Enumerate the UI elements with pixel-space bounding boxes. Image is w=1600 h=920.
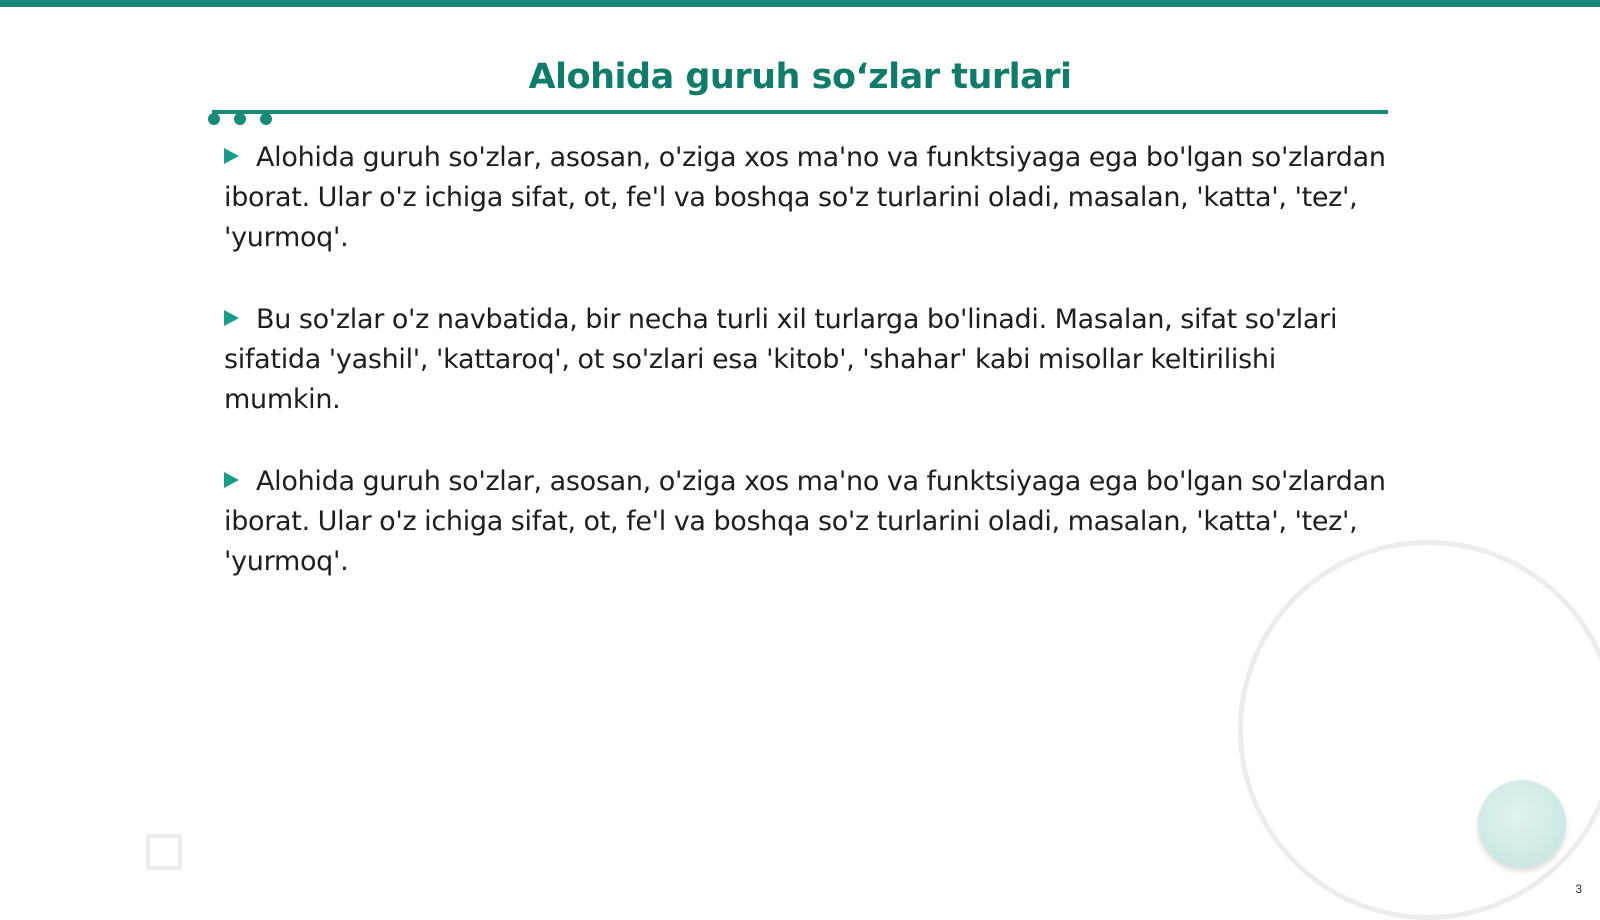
page-number: 3 bbox=[1575, 882, 1582, 896]
underline-dot bbox=[208, 113, 220, 125]
play-triangle-icon bbox=[224, 310, 239, 326]
play-triangle-icon bbox=[224, 148, 239, 164]
bullet-list bbox=[224, 138, 1400, 624]
top-accent-bar bbox=[0, 0, 1600, 7]
title-underline bbox=[212, 110, 1388, 114]
play-triangle-icon bbox=[224, 472, 239, 488]
bullet-text: Alohida guruh so'zlar, asosan, o'ziga xos ma'no va funktsiyaga ega bo'lgan so'zlardan iborat. Ular o'z ichiga sifat, ot, fe'l va boshqa so'z turlarini oladi, masalan, 'katta', 'tez', 'yurmoq'. bbox=[224, 466, 1386, 577]
decorative-ring bbox=[1238, 540, 1600, 920]
bullet-item bbox=[224, 138, 1400, 258]
bullet-item bbox=[224, 300, 1400, 420]
decorative-disc bbox=[1478, 780, 1566, 868]
underline-dot bbox=[234, 113, 246, 125]
bullet-text: Alohida guruh so'zlar, asosan, o'ziga xos ma'no va funktsiyaga ega bo'lgan so'zlardan iborat. Ular o'z ichiga sifat, ot, fe'l va boshqa so'z turlarini oladi, masalan, 'katta', 'tez', 'yurmoq'. bbox=[224, 142, 1386, 253]
underline-dot bbox=[260, 113, 272, 125]
decorative-square bbox=[146, 834, 182, 870]
bullet-item bbox=[224, 462, 1400, 582]
bullet-text: Bu so'zlar o'z navbatida, bir necha turli xil turlarga bo'linadi. Masalan, sifat so'zlari sifatida 'yashil', 'kattaroq', ot so'zlari esa 'kitob', 'shahar' kabi misollar keltirilishi mumkin. bbox=[224, 304, 1338, 415]
slide-title: Alohida guruh so‘zlar turlari bbox=[528, 57, 1072, 97]
